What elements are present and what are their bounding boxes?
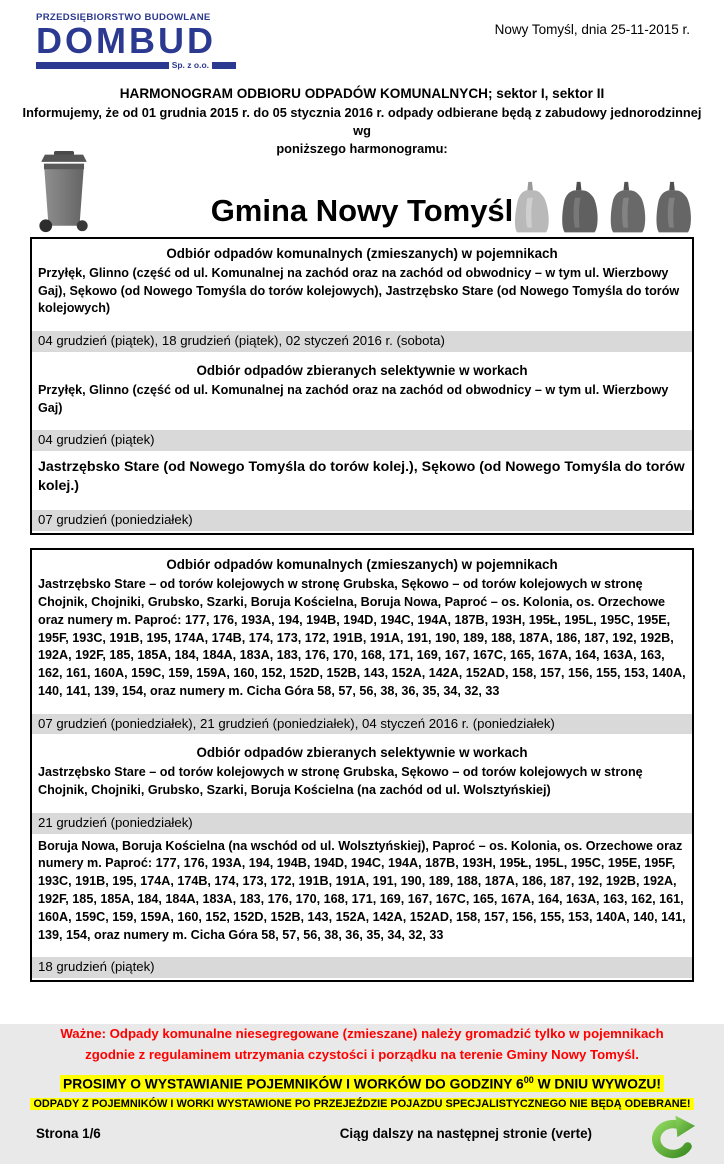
trash-bags-icon <box>506 181 698 237</box>
section-heading: Odbiór odpadów komunalnych (zmieszanych) w pojemnikach <box>166 245 558 261</box>
continuation-note: Ciąg dalszy na następnej stronie (verte) <box>339 1125 592 1141</box>
logo-underline-bar <box>36 60 236 70</box>
document-title: HARMONOGRAM ODBIORU ODPADÓW KOMUNALNYCH; sektor I, sektor II <box>119 86 605 102</box>
notice-line-1-suffix: W DNIU WYWOZU! <box>533 1076 661 1092</box>
collection-dates: 04 grudzień (piątek), 18 grudzień (piątek), 02 styczeń 2016 r. (sobota) <box>32 331 692 352</box>
collection-dates: 04 grudzień (piątek) <box>32 430 692 451</box>
schedule-box-1 <box>30 237 694 535</box>
notice-line-1-text: PROSIMY O WYSTAWIANIE POJEMNIKÓW I WORKÓW DO GODZINY 6 <box>63 1076 524 1092</box>
section-heading: Odbiór odpadów zbieranych selektywnie w workach <box>196 362 528 378</box>
notice-superscript: 00 <box>523 1074 534 1085</box>
intro-line-2: poniższego harmonogramu: <box>276 141 448 156</box>
collection-area: Boruja Nowa, Boruja Kościelna (na wschód od ul. Wolsztyńskiej), Paproć – os. Kolonia, os. Orzechowe oraz numery m. Paproć: 177, 176, 193A, 194, 194B, 194D, 194C, 194A, 187B, 193H, 195Ł, 195L, 195C, 195E, 195F, 193C, 191B, 195, 174A, 174B, 174, 173, 172, 191B, 191A, 191, 190, 189, 188, 187A, 186, 187, 192, 192B, 192A, 192F, 185, 185A, 184, 184A, 183A, 183, 176, 170, 168, 171, 169, 167, 167C, 165, 167A, 164, 163A, 163, 162, 161, 160A, 159C, 159, 159A, 160, 152, 152D, 152B, 143, 152A, 142A, 152AD, 158, 157, 156, 155, 153, 140A, 140, 141, 139, 154, oraz numery m. Cicha Góra 58, 57, 56, 38, 36, 35, 34, 32, 33 <box>38 838 686 942</box>
notice-line-2: ODPADY Z POJEMNIKÓW I WORKI WYSTAWIONE PO PRZEJEŹDZIE POJAZDU SPECJALISTYCZNEGO NIE BĘDĄ ODEBRANE! <box>30 1098 693 1110</box>
page-footer <box>0 1126 724 1141</box>
green-arrow-icon <box>640 1114 696 1164</box>
collection-area: Jastrzębsko Stare – od torów kolejowych w stronę Grubska, Sękowo – od torów kolejowych w stronę Chojnik, Chojniki, Grubsko, Szarki, Boruja Kościelna (na zachód od ul. Wolsztyńskiej) <box>38 765 643 798</box>
section-heading: Odbiór odpadów komunalnych (zmieszanych) w pojemnikach <box>166 556 558 572</box>
collection-area: Przyłęk, Glinno (część od ul. Komunalnej na zachód oraz na zachód od obwodnicy – w tym ul. Wierzbowy Gaj), Sękowo (od Nowego Tomyśla do torów kolejowych), Jastrzębsko Stare (od Nowego Tomyśla do torów kolejowych) <box>38 265 680 316</box>
waste-bin-icon <box>32 151 96 233</box>
title-band <box>0 179 724 237</box>
section-heading: Odbiór odpadów zbieranych selektywnie w workach <box>196 745 528 761</box>
collection-area: Jastrzębsko Stare – od torów kolejowych w stronę Grubska, Sękowo – od torów kolejowych w stronę Chojnik, Chojniki, Grubsko, Szarki, Boruja Kościelna, Boruja Nowa, Paproć – os. Kolonia, os. Orzechowe oraz numery m. Paproć: 177, 176, 193A, 194, 194B, 194D, 194C, 194A, 187B, 193H, 195Ł, 195L, 195C, 195E, 195F, 193C, 191B, 195, 174A, 174B, 174, 173, 172, 191B, 191A, 191, 190, 189, 188, 187A, 186, 187, 192, 192B, 192A, 192F, 185, 185A, 184, 184A, 183A, 183, 176, 170, 168, 171, 169, 167, 167C, 165, 167A, 164, 163A, 163, 162, 161, 160A, 159C, 159, 159A, 160, 152, 152D, 152B, 143, 152A, 142A, 152AD, 158, 157, 156, 155, 153, 140A, 140, 141, 139, 154, oraz numery m. Cicha Góra 58, 57, 56, 38, 36, 35, 34, 32, 33 <box>38 576 686 699</box>
logo-company-suffix: Sp. z o.o. <box>171 60 209 71</box>
logo-name: DOMBUD <box>36 20 216 61</box>
logo-bar-left <box>36 62 169 69</box>
intro-block <box>0 86 724 158</box>
document-date: Nowy Tomyśl, dnia 25-11-2015 r. <box>494 22 690 37</box>
page-title: Gmina Nowy Tomyśl <box>210 192 514 228</box>
notice-block <box>0 1075 724 1112</box>
intro-line-1: Informujemy, że od 01 grudnia 2015 r. do 05 stycznia 2016 r. odpady odbierane będą z zabudowy jednorodzinnej wg <box>22 105 702 139</box>
dombud-logo <box>36 12 236 70</box>
collection-area: Jastrzębsko Stare (od Nowego Tomyśla do torów kolej.), Sękowo (od Nowego Tomyśla do torów kolej.) <box>38 458 685 494</box>
logo-bar-right <box>212 62 236 69</box>
schedule-box-2 <box>30 548 694 982</box>
page-number: Strona 1/6 <box>36 1125 101 1141</box>
collection-dates: 21 grudzień (poniedziałek) <box>32 813 692 834</box>
collection-area: Przyłęk, Glinno (część od ul. Komunalnej na zachód oraz na zachód od obwodnicy – w tym ul. Wierzbowy Gaj) <box>38 382 669 415</box>
page-header <box>0 0 724 70</box>
notice-line-1 <box>60 1075 664 1092</box>
collection-dates: 18 grudzień (piątek) <box>32 957 692 978</box>
collection-dates: 07 grudzień (poniedziałek) <box>32 510 692 531</box>
important-warning: Ważne: Odpady komunalne niesegregowane (zmieszane) należy gromadzić tylko w pojemnikach zgodnie z regulaminem utrzymania czystości i porządku na terenie Gminy Nowy Tomyśl. <box>60 1026 664 1062</box>
logo-tagline: PRZEDSIĘBIORSTWO BUDOWLANE <box>36 12 211 23</box>
collection-dates: 07 grudzień (poniedziałek), 21 grudzień (poniedziałek), 04 styczeń 2016 r. (poniedziałek) <box>32 714 692 735</box>
